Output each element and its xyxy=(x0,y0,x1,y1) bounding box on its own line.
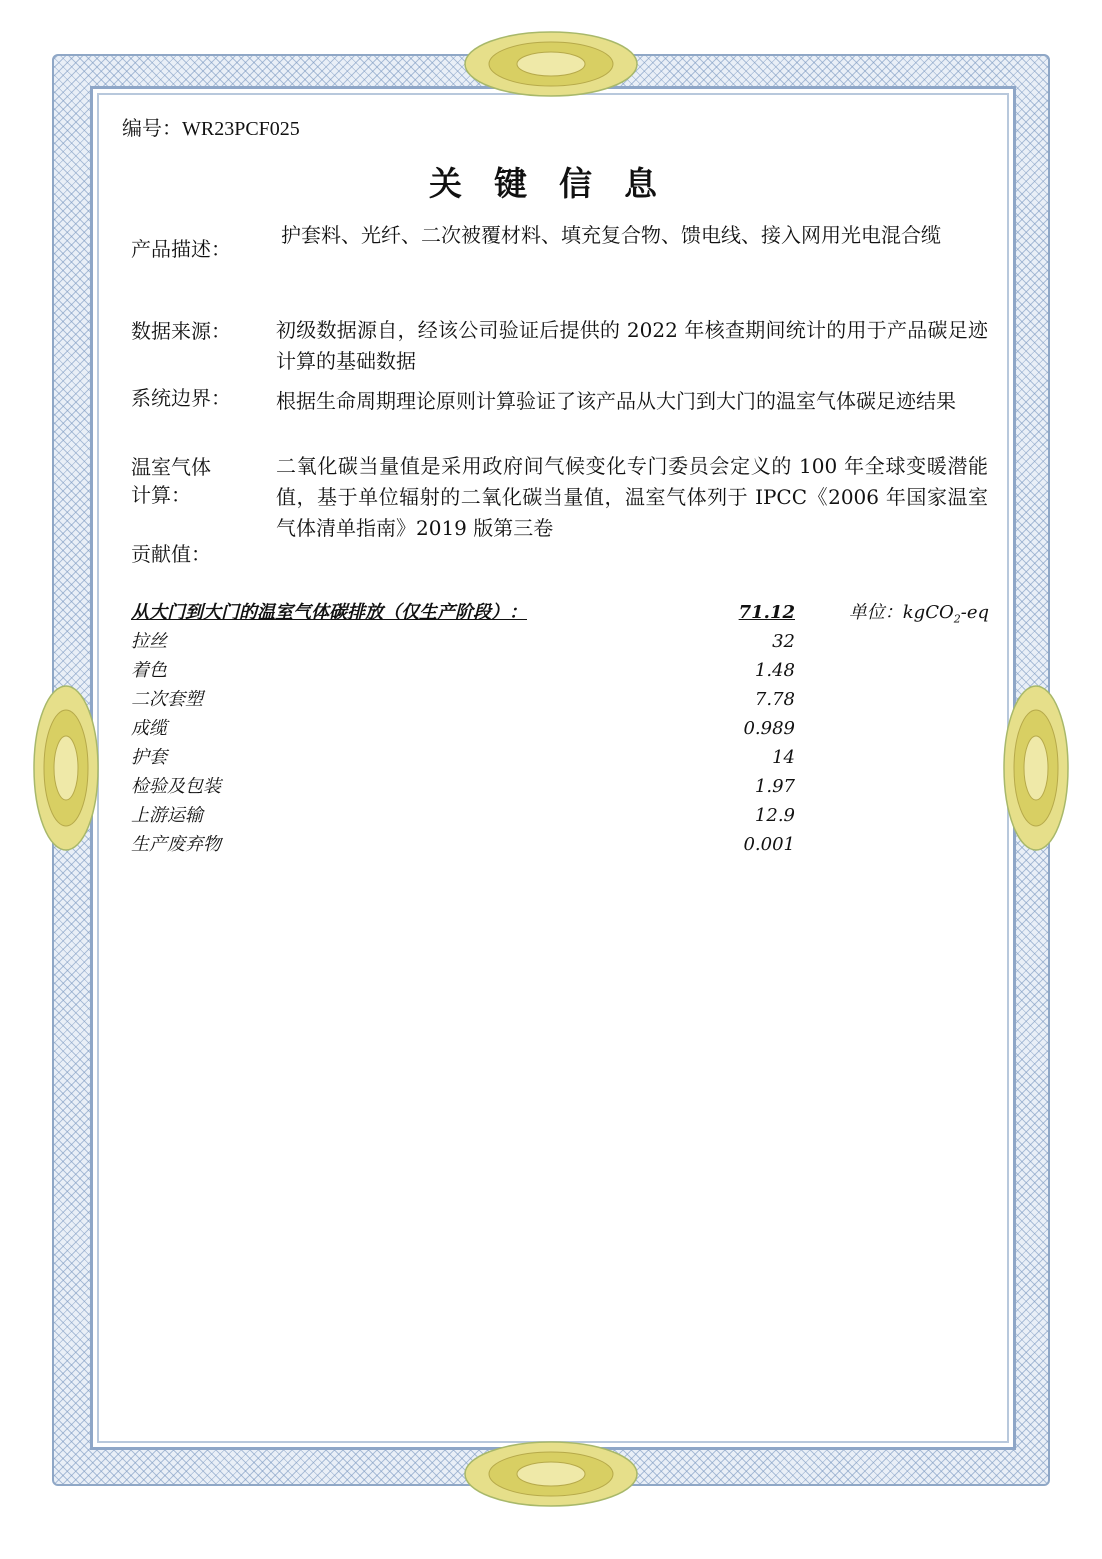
field-label-ghg-line1: 温室气体 xyxy=(131,455,211,479)
table-row xyxy=(131,830,991,859)
field-label-contribution: 贡献值： xyxy=(131,542,211,566)
table-row xyxy=(131,627,991,656)
process-name: 拉丝 xyxy=(131,631,167,652)
process-name: 生产废弃物 xyxy=(131,834,221,855)
table-row xyxy=(131,656,991,685)
field-label-product: 产品描述： xyxy=(131,237,231,261)
table-row xyxy=(131,714,991,743)
emissions-total-row xyxy=(131,598,991,627)
field-value-ghg: 二氧化碳当量值是采用政府间气候变化专门委员会定义的 100 年全球变暖潜能值，基于单位辐射的二氧化碳当量值，温室气体列于 IPCC《2006 年国家温室气体清单指南》2019 版第三卷 xyxy=(276,454,988,540)
field-label-data-source: 数据来源： xyxy=(131,319,231,343)
process-value: 0.989 xyxy=(743,718,795,739)
process-value: 14 xyxy=(772,747,795,768)
process-name: 着色 xyxy=(131,660,167,681)
process-value: 1.48 xyxy=(754,660,795,681)
page-title: 关键信息 xyxy=(429,164,689,203)
emissions-table xyxy=(131,598,991,859)
process-name: 上游运输 xyxy=(131,805,203,826)
field-value-product: 护套料、光纤、二次被覆材料、填充复合物、馈电线、接入网用光电混合缆 xyxy=(281,223,941,247)
process-value: 12.9 xyxy=(754,805,795,826)
field-value-data-source: 初级数据源自，经该公司验证后提供的 2022 年核查期间统计的用于产品碳足迹计算的基础数据 xyxy=(276,318,988,373)
document-number-label: 编号： xyxy=(122,118,182,140)
process-value: 1.97 xyxy=(754,776,795,797)
document-number-value: WR23PCF025 xyxy=(182,118,300,140)
process-name: 检验及包装 xyxy=(131,776,221,797)
unit-subscript: 2 xyxy=(953,612,961,626)
process-value: 32 xyxy=(772,631,795,652)
table-row xyxy=(131,772,991,801)
table-row xyxy=(131,685,991,714)
field-label-system-boundary: 系统边界： xyxy=(131,386,231,410)
field-value-system-boundary: 根据生命周期理论原则计算验证了该产品从大门到大门的温室气体碳足迹结果 xyxy=(276,389,956,413)
table-row xyxy=(131,743,991,772)
process-value: 7.78 xyxy=(754,689,795,710)
process-name: 成缆 xyxy=(131,718,167,739)
unit-suffix: -eq xyxy=(960,602,989,623)
document-number xyxy=(122,112,300,141)
table-row xyxy=(131,801,991,830)
process-value: 0.001 xyxy=(743,834,795,855)
emissions-total-value: 71.12 xyxy=(738,602,795,623)
process-name: 护套 xyxy=(131,747,167,768)
process-name: 二次套塑 xyxy=(131,689,203,710)
field-label-ghg-line2: 计算： xyxy=(131,483,191,507)
unit-prefix: 单位：kgCO xyxy=(848,602,954,623)
emissions-total-label: 从大门到大门的温室气体碳排放（仅生产阶段）： xyxy=(131,602,527,623)
